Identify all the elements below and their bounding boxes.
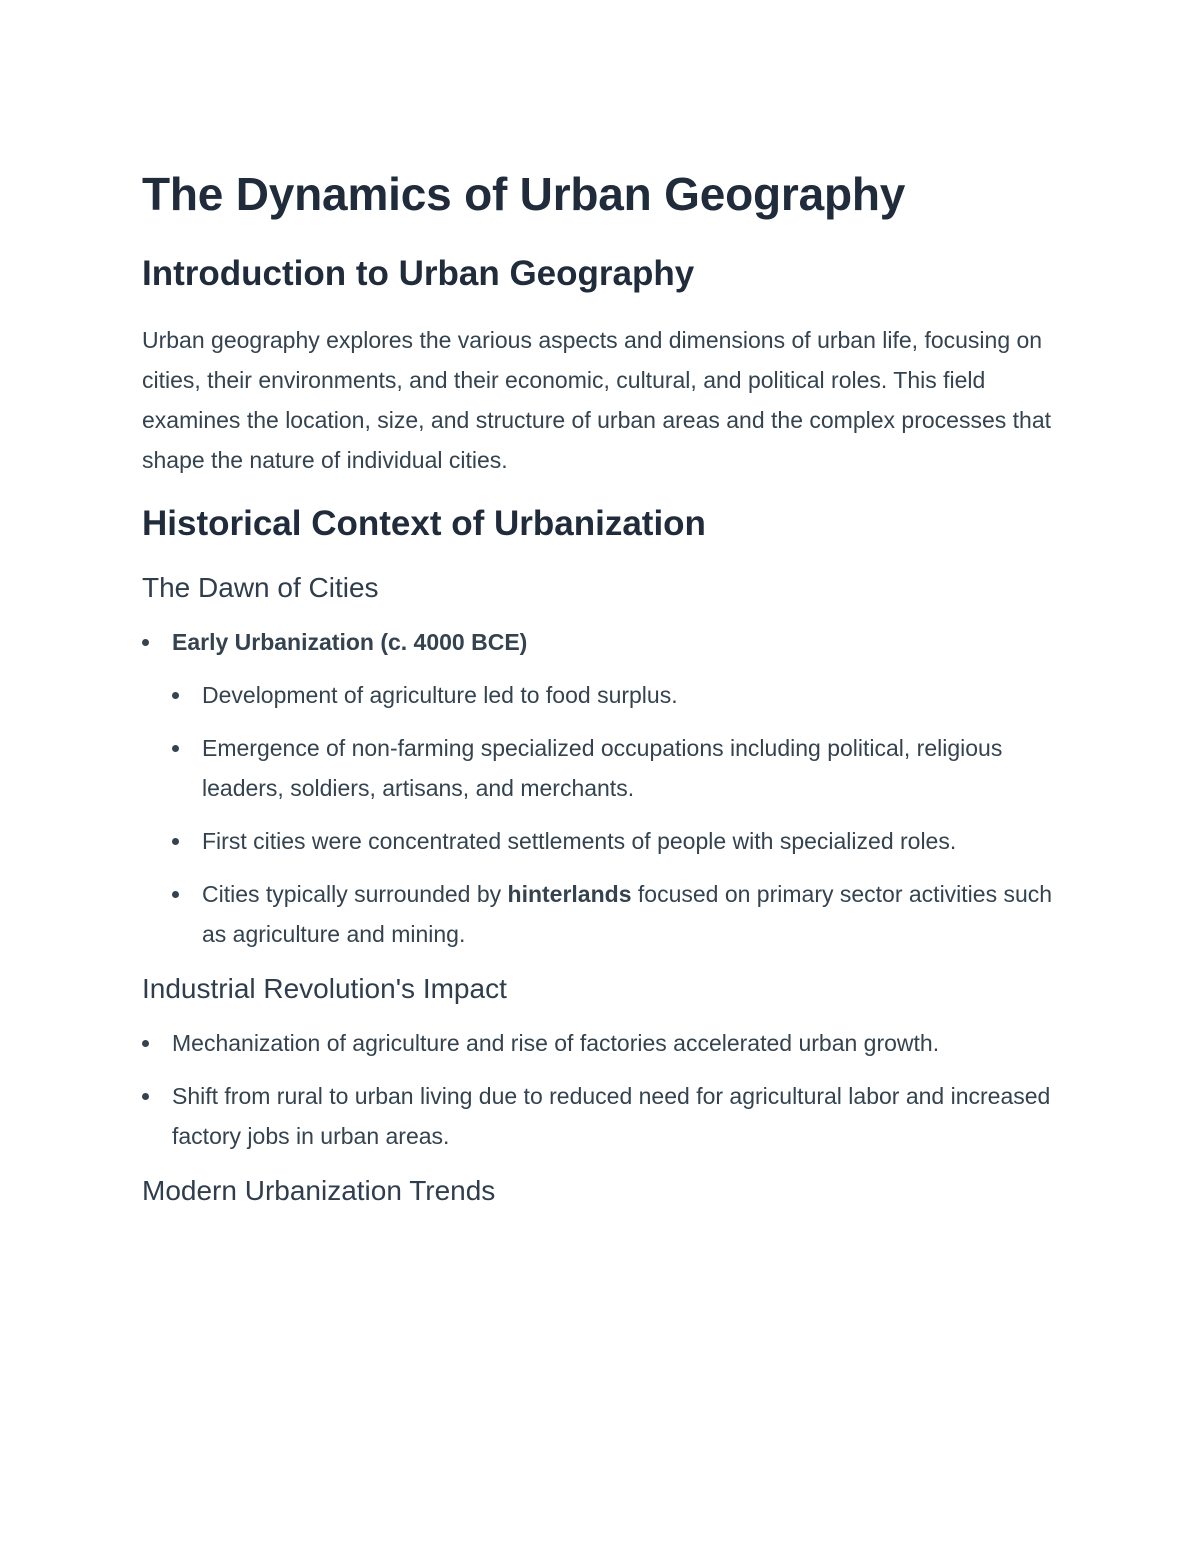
bullet-icon	[172, 692, 179, 699]
list-item-text: Mechanization of agriculture and rise of factories accelerated urban growth.	[172, 1030, 940, 1056]
bullet-icon	[172, 891, 179, 898]
list-item-text: Emergence of non-farming specialized occupations including political, religious leaders, soldiers, artisans, and merchants.	[202, 735, 1003, 801]
document-page	[142, 166, 1062, 1225]
section-heading-introduction: Introduction to Urban Geography	[142, 254, 695, 293]
section-heading-historical-context: Historical Context of Urbanization	[142, 504, 706, 543]
bullet-icon	[142, 1093, 149, 1100]
introduction-paragraph: Urban geography explores the various aspects and dimensions of urban life, focusing on cities, their environments, and their economic, cultural, and political roles. This field examines the location, size, and structure of urban areas and the complex processes that shape the nature of individual cities.	[142, 327, 1052, 473]
list-item-text-after: focused on primary sector activities such as agriculture and mining.	[202, 881, 1053, 947]
bullet-icon	[172, 745, 179, 752]
list-item-title: Early Urbanization (c. 4000 BCE)	[172, 629, 528, 655]
list-item	[142, 1076, 1062, 1156]
subsection-heading-dawn-of-cities: The Dawn of Cities	[142, 572, 379, 603]
dawn-of-cities-list	[142, 622, 1062, 954]
list-item-text: Shift from rural to urban living due to reduced need for agricultural labor and increased factory jobs in urban areas.	[172, 1083, 1051, 1149]
document-title: The Dynamics of Urban Geography	[142, 168, 906, 220]
list-item	[172, 728, 1062, 808]
subsection-heading-industrial-revolution: Industrial Revolution's Impact	[142, 973, 507, 1004]
list-item	[142, 1023, 1062, 1063]
list-item-text-before: Cities typically surrounded by	[202, 881, 508, 907]
list-item-text: Development of agriculture led to food surplus.	[202, 682, 678, 708]
bullet-icon	[172, 838, 179, 845]
hinterlands-term: hinterlands	[507, 881, 632, 907]
bullet-icon	[142, 639, 149, 646]
subsection-heading-modern-urbanization: Modern Urbanization Trends	[142, 1175, 496, 1206]
list-item	[172, 821, 1062, 861]
list-item	[142, 622, 1062, 954]
early-urbanization-sublist	[172, 675, 1062, 954]
bullet-icon	[142, 1040, 149, 1047]
industrial-revolution-list	[142, 1023, 1062, 1156]
list-item-text: First cities were concentrated settlements of people with specialized roles.	[202, 828, 957, 854]
list-item	[172, 675, 1062, 715]
list-item	[172, 874, 1062, 954]
